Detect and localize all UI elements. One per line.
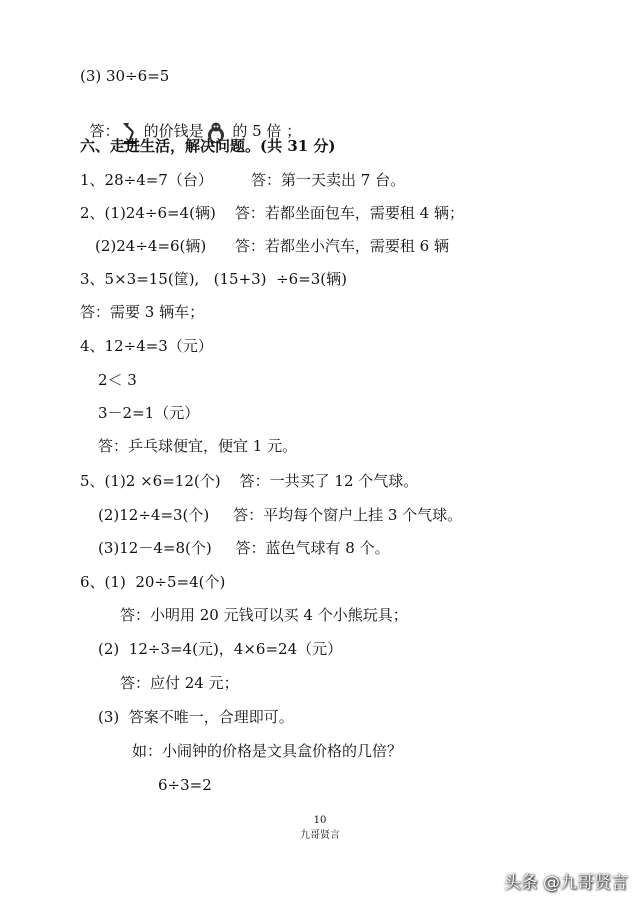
problem-5-part-2: (2)12÷4=3(个) 答：平均每个窗户上挂 3 个气球。 [98,506,463,524]
problem-3-answer: 答：需要 3 辆车； [80,303,205,321]
problem-6-part-2: (2) 12÷3=4(元)，4×6=24（元） [98,640,343,658]
section-six-heading: 六、走进生活，解决问题。(共 31 分) [80,137,336,155]
watermark: 头条 @九哥贤言 [503,873,628,893]
answer-prefix: 答： [89,122,120,140]
problem-6-part-3: (3) 答案不唯一，合理即可。 [98,708,294,726]
problem-4-answer: 答：乒乓球便宜，便宜 1 元。 [98,437,298,455]
problem-6-part-2-answer: 答：应付 24 元； [120,674,239,692]
footer-author: 九哥贤言 [300,830,340,841]
problem-5-part-3: (3)12－4=8(个) 答：蓝色气球有 8 个。 [98,539,390,557]
problem-6-part-1: 6、(1) 20÷5=4(个) [80,573,226,591]
problem-4-subtract: 3－2=1（元） [98,404,200,422]
problem-6-example-calc: 6÷3=2 [158,776,212,794]
problem-3: 3、5×3=15(筐), (15+3) ÷6=3(辆) [80,270,347,288]
problem-6-example-question: 如：小闹钟的价格是文具盒价格的几倍？ [132,742,403,760]
problem-5-part-1: 5、(1)2 ×6=12(个) 答：一共买了 12 个气球。 [80,472,419,490]
times-text: 的 5 倍 ； [227,122,302,140]
problem-6-part-1-answer: 答：小明用 20 元钱可以买 4 个小熊玩具； [120,606,408,624]
problem-2-part-1: 2、(1)24÷6=4(辆) 答：若都坐面包车，需要租 4 辆； [80,204,464,222]
price-text: 的价钱是 [143,122,204,140]
page-number: 10 [313,815,327,826]
problem-4-compare: 2＜ 3 [98,371,137,389]
problem-2-part-2: (2)24÷4=6(辆) 答：若都坐小汽车，需要租 6 辆 [95,237,449,255]
problem-4: 4、12÷4=3（元） [80,337,213,355]
line-3-division: (3) 30÷6=5 [80,67,170,85]
problem-1: 1、28÷4=7（台） 答：第一天卖出 7 台。 [80,171,406,189]
